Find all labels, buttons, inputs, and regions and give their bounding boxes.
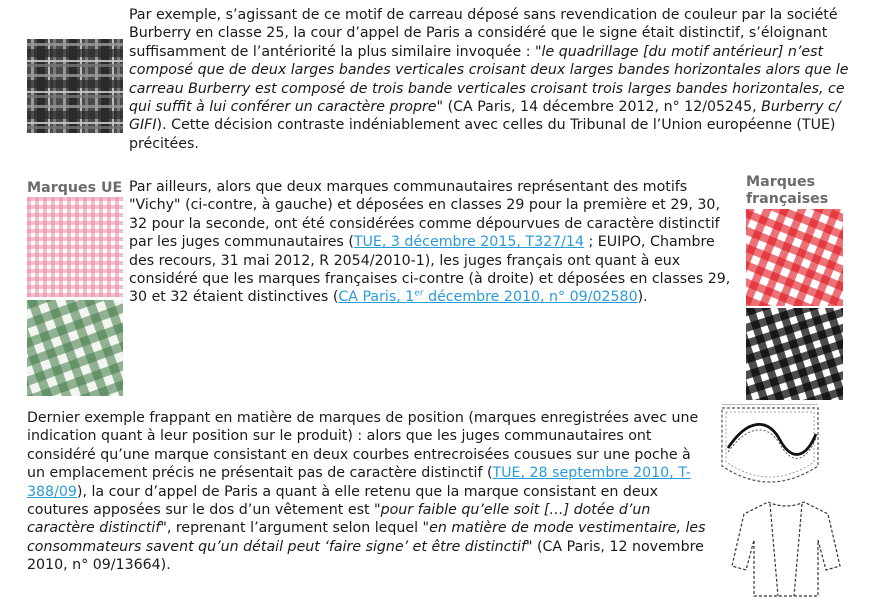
text-segment: Dernier exemple frappant en matière de marques de position (marques enregistrées avec une indication quant à leur position sur le produit) : alors que les juges communautaires ont considéré qu’une marque consistant en deux courbes entrecroisées cousues sur une poche à un emplacement précis ne présentait pas de caractère distinctif ( [27,410,699,482]
case-name: Burberry c/ GIFI [129,99,841,134]
link-text: CA Paris, 1 [338,289,415,306]
quote-text: le quadrillage [du motif antérieur] n’est composé que de deux larges bandes verticales croisant deux larges bandes horizontales alors que le carreau Burberry est composé de trois bande verticales croisant trois larges bandes horizontales, ce qui suffit à lui conférer un caractère propre [129,43,849,116]
text-segment: ; EUIPO, Chambre des recours, 31 mai 2012, R 2054/2010-1), les juges français ont quant à eux considéré que les marques françaises ci-contre (à droite) et déposées en classes 29, 30 et 32 étaient distinctives ( [129,234,731,306]
vichy-black-gingham-image [746,308,843,400]
link-tue-2015[interactable]: TUE, 3 décembre 2015, T327/14 [353,234,584,251]
link-tue-2010[interactable]: TUE, 28 septembre 2010, T-388/09 [27,465,691,500]
text-segment: ), la cour d’appel de Paris a quant à elle retenu que la marque consistant en deux coutures apposées sur le dos d’un vêtement est " [27,483,659,519]
vichy-red-gingham-image [746,209,843,306]
pocket-stitching-image [718,404,822,496]
label-line: Marques [746,174,816,190]
link-superscript: er [414,288,424,299]
vichy-green-gingham-image [27,300,123,396]
link-ca-paris-2010[interactable] [338,289,637,305]
garment-back-seams-image [730,496,842,600]
burberry-check-image [27,39,123,133]
label-line: françaises [746,191,829,207]
quote-text: pour faible qu’elle soit […] dotée d’un caractère distinctif [27,502,651,537]
text-segment: ). Cette décision contraste indéniablement avec celles du Tribunal de l’Union européenne (TUE) précitées. [129,117,836,152]
text-segment: " (CA Paris, 12 novembre 2010, n° 09/13664). [27,538,704,574]
text-segment: Par exemple, s’agissant de ce motif de carreau déposé sans revendication de couleur par la société Burberry en classe 25, la cour d’appel de Paris a considéré que le signe était distinctif, s’éloignant suffisamment de l’antériorité la plus similaire invoquée : " [129,7,838,60]
text-segment: ", reprenant l’argument selon lequel " [160,520,430,537]
paragraph-burberry [129,6,854,153]
paragraph-vichy [129,178,739,307]
link-text: décembre 2010, n° 09/02580 [423,289,638,306]
text-segment: ). [637,289,648,306]
quote-text: en matière de mode vestimentaire, les consommateurs savent qu’un détail peut ‘faire signe’ et être distinctif [27,520,706,555]
label-marques-francaises [746,174,828,208]
label-marques-ue: Marques UE [27,180,123,196]
vichy-pink-gingham-image [27,197,123,297]
text-segment: Par ailleurs, alors que deux marques communautaires représentant des motifs "Vichy" (ci-contre, à gauche) et déposées en classes 29 pour la première et 29, 30, 32 pour la seconde, ont été considérées comme dépourvues de caractère distinctif par les juges communautaires ( [129,179,720,251]
text-segment: " (CA Paris, 14 décembre 2012, n° 12/05245, [436,99,762,116]
paragraph-position-marks [27,409,712,575]
